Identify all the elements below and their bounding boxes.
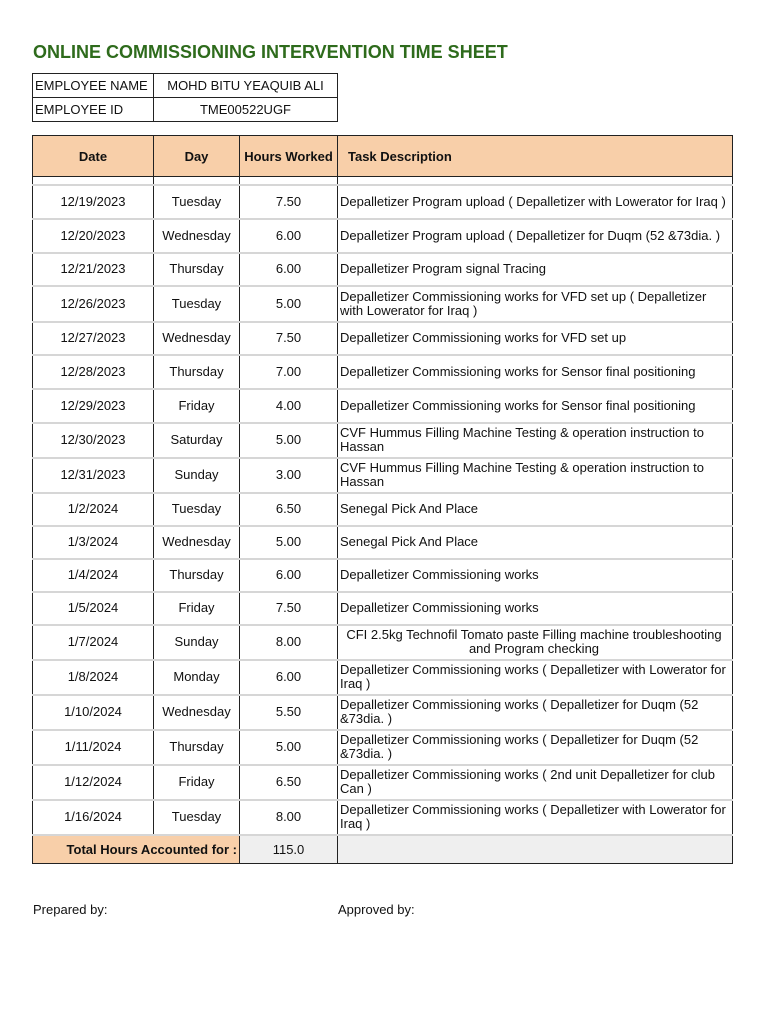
cell-task-description: Depalletizer Program upload ( Depalletizer with Lowerator for Iraq ) xyxy=(338,185,733,219)
cell-day: Thursday xyxy=(154,253,240,286)
cell-date: 12/26/2023 xyxy=(33,286,154,322)
header-day: Day xyxy=(154,136,240,177)
employee-id-label: EMPLOYEE ID xyxy=(33,98,154,122)
table-row xyxy=(33,458,733,493)
cell-date: 12/29/2023 xyxy=(33,389,154,423)
cell-date: 1/2/2024 xyxy=(33,493,154,526)
cell-date: 1/7/2024 xyxy=(33,625,154,660)
cell-day: Wednesday xyxy=(154,219,240,253)
table-row xyxy=(33,765,733,800)
employee-info-table xyxy=(32,73,338,122)
table-row xyxy=(33,219,733,253)
cell-task-description: Depalletizer Commissioning works xyxy=(338,559,733,592)
cell-hours-worked: 6.50 xyxy=(240,493,338,526)
cell-date: 12/27/2023 xyxy=(33,322,154,355)
cell-date: 12/21/2023 xyxy=(33,253,154,286)
cell-hours-worked: 5.00 xyxy=(240,730,338,765)
table-header-row xyxy=(33,136,733,177)
cell-hours-worked: 8.00 xyxy=(240,800,338,835)
cell-day: Sunday xyxy=(154,458,240,493)
spacer-row xyxy=(33,177,733,185)
cell-day: Sunday xyxy=(154,625,240,660)
cell-day: Thursday xyxy=(154,559,240,592)
employee-name-row xyxy=(33,74,338,98)
employee-name-label: EMPLOYEE NAME xyxy=(33,74,154,98)
approved-by-label: Approved by: xyxy=(338,902,415,917)
cell-date: 12/28/2023 xyxy=(33,355,154,389)
cell-task-description: Depalletizer Commissioning works ( Depalletizer for Duqm (52 &73dia. ) xyxy=(338,695,733,730)
cell-day: Tuesday xyxy=(154,185,240,219)
table-row xyxy=(33,592,733,625)
table-row xyxy=(33,526,733,559)
cell-date: 1/4/2024 xyxy=(33,559,154,592)
cell-day: Monday xyxy=(154,660,240,695)
cell-task-description: Depalletizer Program signal Tracing xyxy=(338,253,733,286)
table-row xyxy=(33,389,733,423)
cell-task-description: CFI 2.5kg Technofil Tomato paste Filling machine troubleshooting and Program checking xyxy=(338,625,733,660)
table-row xyxy=(33,355,733,389)
timesheet-body xyxy=(33,177,733,835)
cell-date: 12/31/2023 xyxy=(33,458,154,493)
cell-date: 1/3/2024 xyxy=(33,526,154,559)
cell-day: Tuesday xyxy=(154,493,240,526)
page-title: ONLINE COMMISSIONING INTERVENTION TIME SHEET xyxy=(33,42,508,62)
cell-task-description: Depalletizer Commissioning works ( Depalletizer for Duqm (52 &73dia. ) xyxy=(338,730,733,765)
prepared-by-label: Prepared by: xyxy=(33,902,108,917)
table-row xyxy=(33,253,733,286)
table-row xyxy=(33,185,733,219)
cell-day: Thursday xyxy=(154,355,240,389)
cell-task-description: Depalletizer Commissioning works xyxy=(338,592,733,625)
cell-day: Friday xyxy=(154,592,240,625)
cell-hours-worked: 5.00 xyxy=(240,423,338,458)
cell-date: 1/16/2024 xyxy=(33,800,154,835)
cell-day: Wednesday xyxy=(154,695,240,730)
cell-task-description: Depalletizer Program upload ( Depalletizer for Duqm (52 &73dia. ) xyxy=(338,219,733,253)
cell-day: Thursday xyxy=(154,730,240,765)
table-row xyxy=(33,800,733,835)
employee-id-value: TME00522UGF xyxy=(154,98,338,122)
total-row xyxy=(33,835,733,864)
cell-hours-worked: 7.50 xyxy=(240,185,338,219)
cell-hours-worked: 6.50 xyxy=(240,765,338,800)
cell-task-description: Depalletizer Commissioning works for VFD set up ( Depalletizer with Lowerator for Iraq ) xyxy=(338,286,733,322)
cell-date: 1/8/2024 xyxy=(33,660,154,695)
cell-hours-worked: 6.00 xyxy=(240,559,338,592)
cell-date: 1/5/2024 xyxy=(33,592,154,625)
cell-hours-worked: 8.00 xyxy=(240,625,338,660)
cell-date: 1/12/2024 xyxy=(33,765,154,800)
cell-day: Tuesday xyxy=(154,800,240,835)
cell-task-description: Depalletizer Commissioning works ( Depalletizer with Lowerator for Iraq ) xyxy=(338,800,733,835)
table-row xyxy=(33,559,733,592)
cell-day: Friday xyxy=(154,389,240,423)
cell-day: Wednesday xyxy=(154,322,240,355)
table-row xyxy=(33,493,733,526)
cell-hours-worked: 7.50 xyxy=(240,322,338,355)
cell-hours-worked: 7.00 xyxy=(240,355,338,389)
cell-day: Saturday xyxy=(154,423,240,458)
cell-task-description: Depalletizer Commissioning works ( Depalletizer with Lowerator for Iraq ) xyxy=(338,660,733,695)
table-row xyxy=(33,322,733,355)
cell-task-description: Depalletizer Commissioning works for Sensor final positioning xyxy=(338,389,733,423)
cell-hours-worked: 7.50 xyxy=(240,592,338,625)
cell-date: 12/30/2023 xyxy=(33,423,154,458)
cell-hours-worked: 6.00 xyxy=(240,253,338,286)
cell-task-description: Depalletizer Commissioning works for VFD set up xyxy=(338,322,733,355)
cell-hours-worked: 5.00 xyxy=(240,526,338,559)
cell-date: 1/11/2024 xyxy=(33,730,154,765)
cell-date: 12/20/2023 xyxy=(33,219,154,253)
cell-task-description: CVF Hummus Filling Machine Testing & operation instruction to Hassan xyxy=(338,458,733,493)
table-row xyxy=(33,730,733,765)
table-row xyxy=(33,625,733,660)
cell-task-description: Senegal Pick And Place xyxy=(338,493,733,526)
header-hours-worked: Hours Worked xyxy=(240,136,338,177)
total-hours-value: 115.0 xyxy=(240,835,338,864)
cell-task-description: CVF Hummus Filling Machine Testing & operation instruction to Hassan xyxy=(338,423,733,458)
cell-hours-worked: 4.00 xyxy=(240,389,338,423)
table-row xyxy=(33,286,733,322)
cell-date: 12/19/2023 xyxy=(33,185,154,219)
cell-hours-worked: 5.50 xyxy=(240,695,338,730)
table-row xyxy=(33,660,733,695)
total-empty-cell xyxy=(338,835,733,864)
cell-hours-worked: 3.00 xyxy=(240,458,338,493)
cell-hours-worked: 5.00 xyxy=(240,286,338,322)
total-hours-label: Total Hours Accounted for : xyxy=(33,835,240,864)
cell-day: Tuesday xyxy=(154,286,240,322)
timesheet-table xyxy=(32,135,733,864)
cell-hours-worked: 6.00 xyxy=(240,660,338,695)
header-date: Date xyxy=(33,136,154,177)
cell-task-description: Depalletizer Commissioning works ( 2nd unit Depalletizer for club Can ) xyxy=(338,765,733,800)
cell-hours-worked: 6.00 xyxy=(240,219,338,253)
employee-name-value: MOHD BITU YEAQUIB ALI xyxy=(154,74,338,98)
cell-day: Friday xyxy=(154,765,240,800)
cell-day: Wednesday xyxy=(154,526,240,559)
cell-task-description: Depalletizer Commissioning works for Sensor final positioning xyxy=(338,355,733,389)
employee-id-row xyxy=(33,98,338,122)
cell-task-description: Senegal Pick And Place xyxy=(338,526,733,559)
table-row xyxy=(33,423,733,458)
table-row xyxy=(33,695,733,730)
header-task-description: Task Description xyxy=(338,136,733,177)
cell-date: 1/10/2024 xyxy=(33,695,154,730)
